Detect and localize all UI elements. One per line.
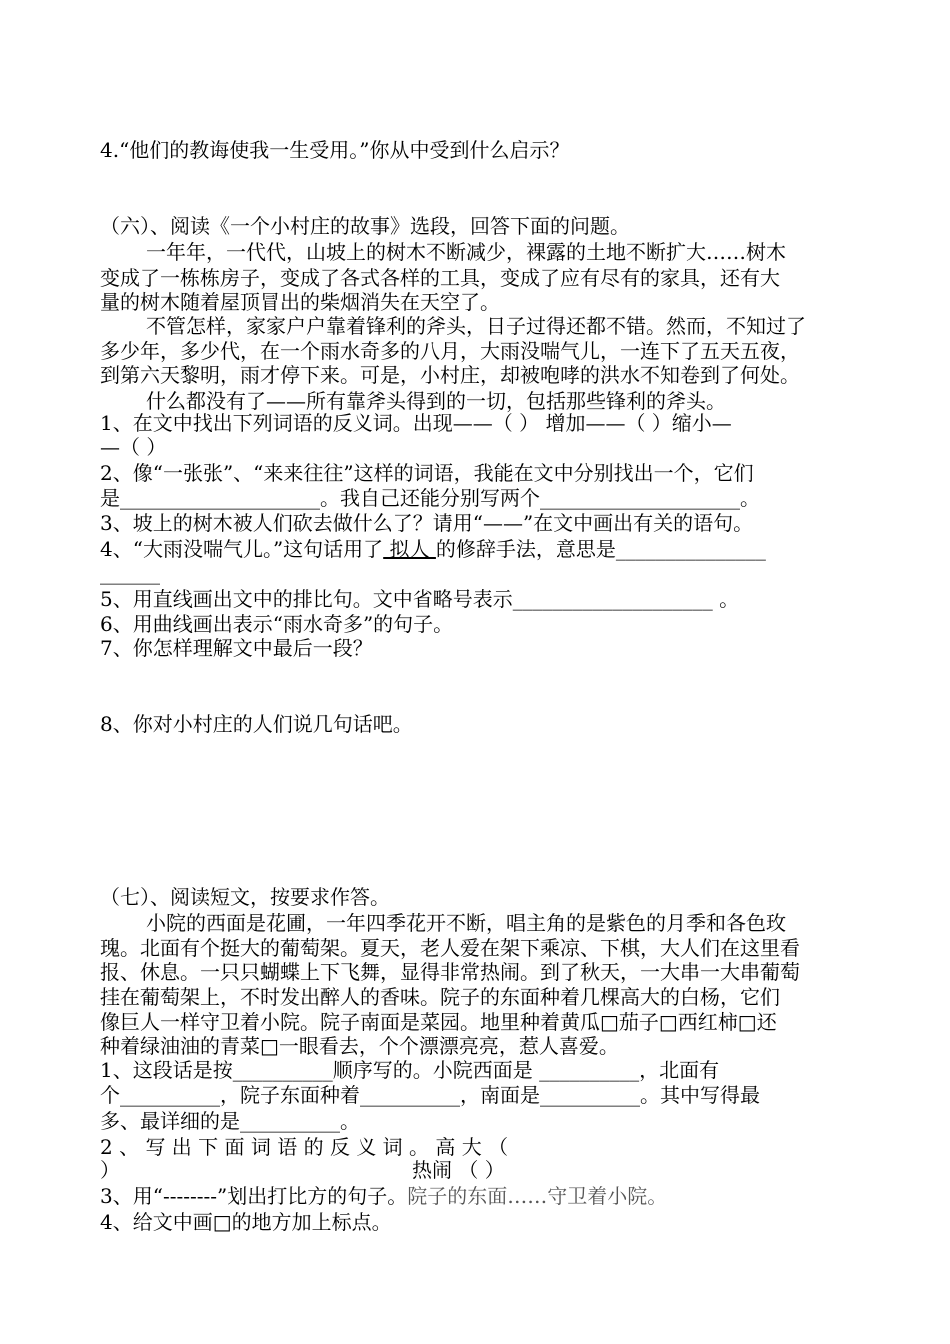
sec6-question-3: 3、坡上的树木被人们砍去做什么了？请用“——”在文中画出有关的语句。 (100, 511, 754, 535)
sec7-question-1-cont: 多、最详细的是__________。 (100, 1109, 360, 1133)
sec6-question-6: 6、用曲线画出表示“雨水奇多”的句子。 (100, 612, 454, 636)
sec7-paragraph-line: 挂在葡萄架上，不时发出醉人的香味。院子的东面种着几棵高大的白杨，它们 (100, 985, 780, 1009)
sec6-question-7: 7、你怎样理解文中最后一段？ (100, 636, 373, 660)
sec6-question-4 (100, 537, 766, 561)
sec7-question-2-cont-a: ） (100, 1158, 120, 1182)
sec7-question-3 (100, 1184, 667, 1208)
sec7-question-2: 2 、 写 出 下 面 词 语 的 反 义 词 。 高 大 （ (100, 1135, 509, 1159)
sec6-question-4-cont: ______ (100, 561, 160, 585)
section-7-title: （七）、阅读短文，按要求作答。 (100, 885, 390, 909)
sec6-paragraph-line: 一年年，一代代，山坡上的树木不断减少，裸露的土地不断扩大……树木 (146, 240, 786, 264)
sec6-question-8: 8、你对小村庄的人们说几句话吧。 (100, 712, 413, 736)
sec7-paragraph-line: 像巨人一样守卫着小院。院子南面是菜园。地里种着黄瓜□茄子□西红柿□还 (100, 1010, 777, 1034)
sec7-question-4: 4、给文中画□的地方加上标点。 (100, 1210, 392, 1234)
sec7-question-1-cont: 个__________，院子东面种着__________，南面是__________。其中写得最 (100, 1083, 760, 1107)
sec6-paragraph-line: 多少年，多少代，在一个雨水奇多的八月，大雨没喘气儿，一连下了五天五夜， (100, 339, 800, 363)
question-4-previous: 4.“他们的教诲使我一生受用。”你从中受到什么启示？ (100, 138, 570, 162)
sec6-question-1: 1、在文中找出下列词语的反义词。出现——（ ） 增加——（ ）缩小— (100, 411, 732, 435)
sec6-question-1-cont: —（ ） (100, 435, 167, 459)
q3-text: 3、用“--------”划出打比方的句子。 (100, 1184, 408, 1208)
sec7-paragraph-line: 瑰。北面有个挺大的葡萄架。夏天，老人爱在架下乘凉、下棋，大人们在这里看 (100, 936, 800, 960)
sec6-paragraph-line: 到第六天黎明，雨才停下来。可是，小村庄，却被咆哮的洪水不知卷到了何处。 (100, 363, 800, 387)
section-6-title: （六）、阅读《一个小村庄的故事》选段，回答下面的问题。 (100, 214, 630, 238)
sec7-paragraph-line: 种着绿油油的青菜□一眼看去，个个漂漂亮亮，惹人喜爱。 (100, 1034, 619, 1058)
q4-answer: 拟人 (383, 537, 436, 561)
sec6-paragraph-line: 不管怎样，家家户户靠着锋利的斧头，日子过得还都不错。然而，不知过了 (146, 314, 806, 338)
sec7-question-2-cont-b: 热闹 （ ） (412, 1158, 505, 1182)
q4-text-b: 的修辞手法，意思是_______________ (435, 537, 766, 561)
q4-text-a: 4、“大雨没喘气儿。”这句话用了 (100, 537, 384, 561)
sec7-question-1: 1、这段话是按__________顺序写的。小院西面是 __________，北面有 (100, 1058, 720, 1082)
sec6-question-2: 2、像“一张张”、“来来往往”这样的词语，我能在文中分别找出一个，它们 (100, 461, 754, 485)
q3-example: 院子的东面……守卫着小院。 (407, 1184, 668, 1208)
sec7-paragraph-line: 小院的西面是花圃，一年四季花开不断，唱主角的是紫色的月季和各色玫 (146, 911, 786, 935)
sec6-question-2-cont: 是____________________。我自己还能分别写两个____________________。 (100, 486, 760, 510)
sec7-paragraph-line: 报、休息。一只只蝴蝶上下飞舞，显得非常热闹。到了秋天，一大串一大串葡萄 (100, 960, 800, 984)
sec6-paragraph-line: 变成了一栋栋房子，变成了各式各样的工具，变成了应有尽有的家具，还有大 (100, 266, 780, 290)
sec6-paragraph-line: 什么都没有了——所有靠斧头得到的一切，包括那些锋利的斧头。 (146, 389, 726, 413)
sec6-paragraph-line: 量的树木随着屋顶冒出的柴烟消失在天空了。 (100, 290, 500, 314)
sec6-question-5: 5、用直线画出文中的排比句。文中省略号表示____________________ 。 (100, 587, 740, 611)
